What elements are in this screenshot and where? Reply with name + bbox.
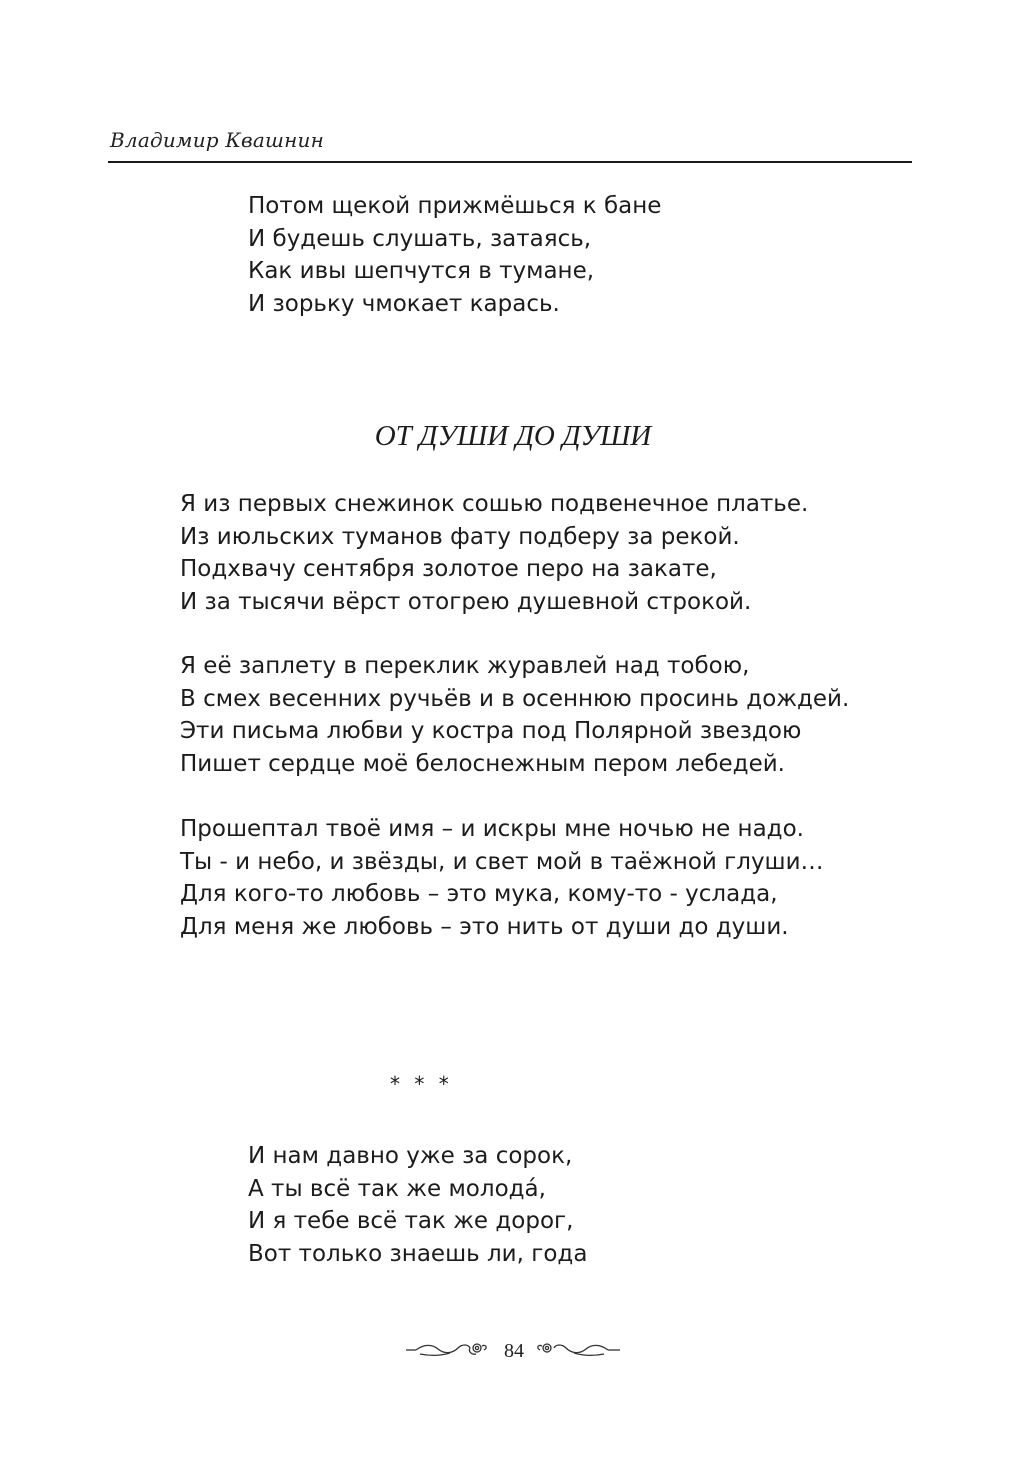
ornament-left-icon <box>406 1344 486 1355</box>
running-header-author: Владимир Квашнин <box>110 128 324 152</box>
verse-line: Прошептал твоё имя – и искры мне ночью не надо. <box>180 816 804 842</box>
verse-line: И нам давно уже за сорок, <box>248 1143 573 1169</box>
verse-line: И будешь слушать, затаясь, <box>248 225 592 252</box>
verse-line: А ты всё так же молодá, <box>248 1175 546 1202</box>
poem-stanza-2 <box>180 650 849 780</box>
verse-line: Для меня же любовь – это нить от души до души. <box>180 913 789 940</box>
verse-line: Ты - и небо, и звёзды, и свет мой в таёжной глуши… <box>180 848 824 875</box>
page-number: 84 <box>504 1340 524 1362</box>
ornament-right-icon <box>538 1344 620 1355</box>
verse-line: Как ивы шепчутся в тумане, <box>248 258 595 284</box>
verse-line: Эти письма любви у костра под Полярной звездою <box>180 718 802 744</box>
verse-line: И зорьку чмокает карась. <box>248 290 560 317</box>
verse-line: Для кого-то любовь – это мука, кому-то - услада, <box>180 881 778 907</box>
verse-line: Потом щекой прижмёшься к бане <box>248 193 662 219</box>
verse-line: Я её заплету в переклик журавлей над тобою, <box>180 653 750 679</box>
section-separator: * * * <box>390 1072 453 1096</box>
header-rule <box>108 161 912 163</box>
verse-line: Я из первых снежинок сошью подвенечное платье. <box>180 491 809 517</box>
poem-stanza-3 <box>180 813 824 943</box>
stanza-top <box>248 190 661 320</box>
verse-line: И за тысячи вёрст отогрею душевной строкой. <box>180 588 752 615</box>
verse-line: Вот только знаешь ли, года <box>248 1240 588 1267</box>
verse-line: В смех весенних ручьёв и в осеннюю просинь дождей. <box>180 685 850 712</box>
verse-line: Пишет сердце моё белоснежным пером лебедей. <box>180 750 785 777</box>
verse-line: Из июльских туманов фату подберу за рекой. <box>180 523 740 550</box>
poem-stanza-1 <box>180 488 808 618</box>
poem-title: ОТ ДУШИ ДО ДУШИ <box>374 420 652 452</box>
stanza-bottom <box>248 1140 587 1270</box>
verse-line: И я тебе всё так же дорог, <box>248 1208 574 1234</box>
verse-line: Подхвачу сентября золотое перо на закате, <box>180 556 717 582</box>
